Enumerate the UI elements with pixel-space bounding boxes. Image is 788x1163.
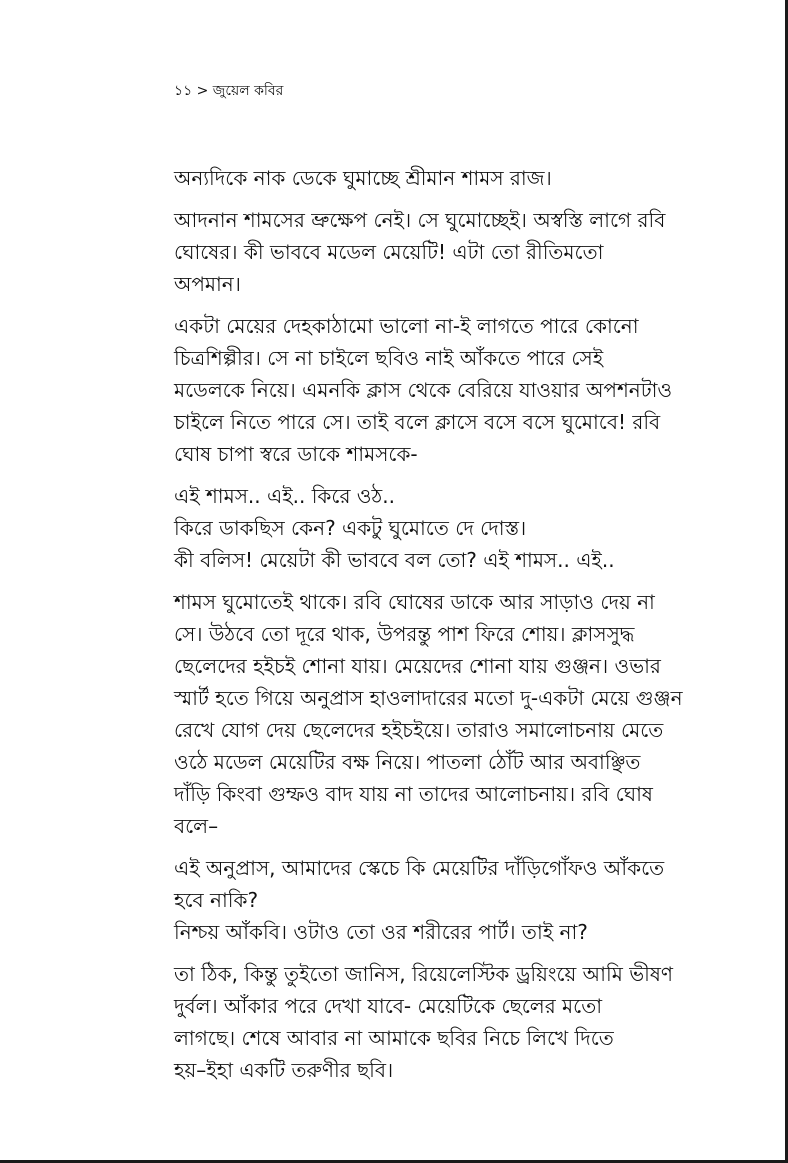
paragraph-7 bbox=[174, 958, 704, 1086]
paragraph-6-dialogue bbox=[174, 852, 704, 948]
text-line: স্মার্ট হতে গিয়ে অনুপ্রাস হাওলাদারের মতো দু-একটা মেয়ে গুঞ্জন bbox=[174, 686, 683, 710]
text-line: তা ঠিক, কিন্তু তুইতো জানিস, রিয়েলেস্টিক ড্রয়িংয়ে আমি ভীষণ bbox=[174, 962, 673, 986]
text-line: এই অনুপ্রাস, আমাদের স্কেচে কি মেয়েটির দাঁড়িগোঁফও আঁকতে bbox=[174, 856, 665, 880]
text-line: চাইলে নিতে পারে সে। তাই বলে ক্লাসে বসে বসে ঘুমোবে! রবি bbox=[174, 410, 661, 434]
paragraph-5 bbox=[174, 586, 704, 842]
text-line: একটা মেয়ের দেহকাঠামো ভালো না-ই লাগতে পারে কোনো bbox=[174, 314, 639, 338]
running-head: ১১ > জুয়েল কবির bbox=[174, 83, 284, 99]
paragraph-3 bbox=[174, 310, 704, 470]
text-line: হবে নাকি? bbox=[174, 888, 259, 912]
text-line: ঘোষ চাপা স্বরে ডাকে শামসকে- bbox=[174, 442, 418, 466]
paragraph-4-dialogue bbox=[174, 480, 704, 576]
text-line: রেখে যোগ দেয় ছেলেদের হইচইয়ে। তারাও সমালোচনায় মেতে bbox=[174, 718, 664, 742]
text-line: কী বলিস! মেয়েটা কী ভাববে বল তো? এই শামস.. এই.. bbox=[174, 548, 615, 572]
text-line: দাঁড়ি কিংবা গুম্ফও বাদ যায় না তাদের আলোচনায়। রবি ঘোষ bbox=[174, 782, 653, 806]
text-line: আদনান শামসের ভ্রুক্ষেপ নেই। সে ঘুমোচ্ছেই। অস্বস্তি লাগে রবি bbox=[174, 208, 666, 232]
text-line: এই শামস.. এই.. কিরে ওঠ.. bbox=[174, 484, 395, 508]
paragraph-2 bbox=[174, 204, 704, 300]
text-line: শামস ঘুমোতেই থাকে। রবি ঘোষের ডাকে আর সাড়াও দেয় না bbox=[174, 590, 655, 614]
text-line: অন্যদিকে নাক ডেকে ঘুমাচ্ছে শ্রীমান শামস রাজ। bbox=[174, 166, 552, 190]
text-line: নিশ্চয় আঁকবি। ওটাও তো ওর শরীরের পার্ট। তাই না? bbox=[174, 920, 588, 944]
text-line: ওঠে মডেল মেয়েটির বক্ষ নিয়ে। পাতলা ঠোঁট আর অবাঞ্ছিত bbox=[174, 750, 641, 774]
text-line: হয়–ইহা একটি তরুণীর ছবি। bbox=[174, 1058, 394, 1082]
text-line: দুর্বল। আঁকার পরে দেখা যাবে- মেয়েটিকে ছেলের মতো bbox=[174, 994, 603, 1018]
text-line: লাগছে। শেষে আবার না আমাকে ছবির নিচে লিখে দিতে bbox=[174, 1026, 614, 1050]
paragraph-1 bbox=[174, 162, 704, 194]
text-line: চিত্রশিল্পীর। সে না চাইলে ছবিও নাই আঁকতে পারে সেই bbox=[174, 346, 604, 370]
body-text bbox=[174, 162, 704, 1096]
text-line: বলে– bbox=[174, 814, 219, 838]
text-line: ছেলেদের হইচই শোনা যায়। মেয়েদের শোনা যায় গুঞ্জন। ওভার bbox=[174, 654, 661, 678]
text-line: সে। উঠবে তো দূরে থাক, উপরন্তু পাশ ফিরে শোয়। ক্লাসসুদ্ধ bbox=[174, 622, 635, 646]
text-line: ঘোষের। কী ভাববে মডেল মেয়েটি! এটা তো রীতিমতো bbox=[174, 240, 604, 264]
text-line: কিরে ডাকছিস কেন? একটু ঘুমোতে দে দোস্ত। bbox=[174, 516, 527, 540]
text-line: মডেলকে নিয়ে। এমনকি ক্লাস থেকে বেরিয়ে যাওয়ার অপশনটাও bbox=[174, 378, 673, 402]
text-line: অপমান। bbox=[174, 272, 241, 296]
